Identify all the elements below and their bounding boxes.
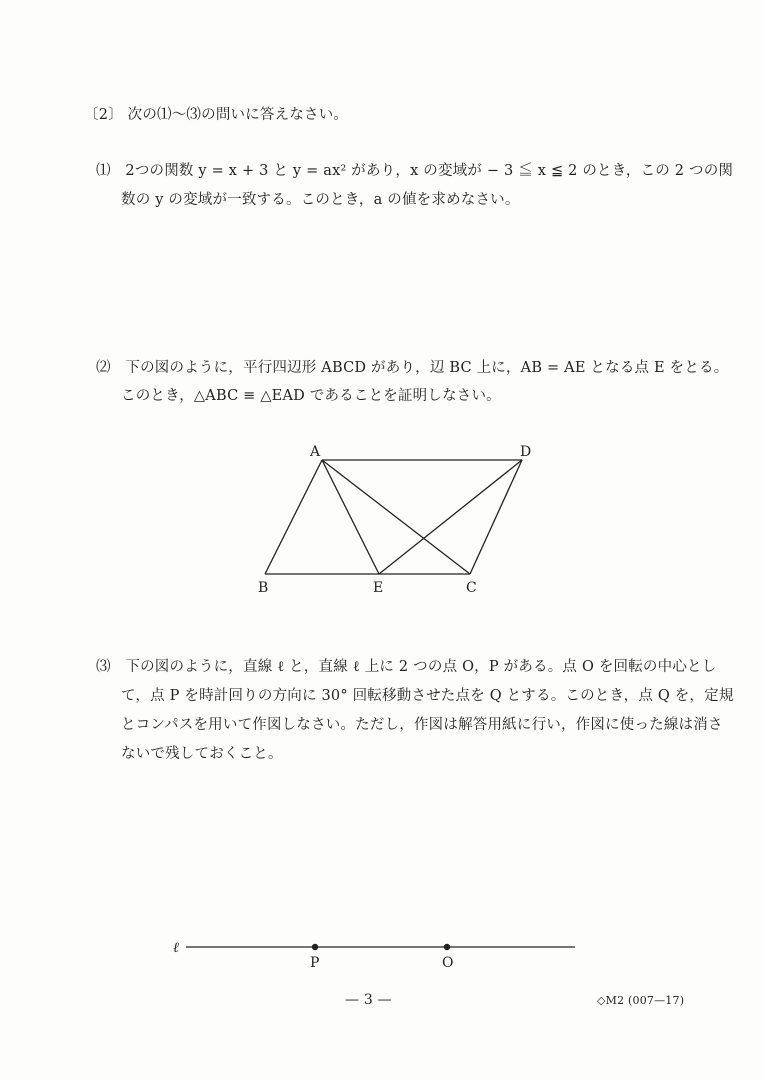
segment-dc — [470, 460, 522, 574]
question-1-line-2: 数の y の変域が一致する。このとき，a の値を求めなさい。 — [121, 192, 520, 208]
segment-ab — [265, 460, 322, 574]
question-3-line-2: て，点 P を時計回りの方向に 30° 回転移動させた点を Q とする。このとき，点 Q を，定規 — [121, 688, 734, 704]
label-line-l: ℓ — [173, 940, 179, 956]
label-d: D — [520, 444, 532, 460]
point-o-dot — [444, 944, 450, 950]
point-p-dot — [312, 944, 318, 950]
question-2-line-1: ⑵ 下の図のように，平行四辺形 ABCD があり，辺 BC 上に，AB = AE となる点 E をとる。 — [96, 360, 729, 376]
label-p: P — [310, 955, 320, 971]
segment-ae — [322, 460, 379, 574]
label-b: B — [258, 580, 269, 596]
question-3-line-1: ⑶ 下の図のように，直線 ℓ と，直線 ℓ 上に 2 つの点 O，P がある。点 O を回転の中心とし — [96, 659, 717, 675]
question-3-line-4: ないで残しておくこと。 — [121, 746, 283, 762]
question-2-line-2: このとき，△ABC ≡ △EAD であることを証明しなさい。 — [121, 388, 501, 404]
label-a: A — [310, 444, 321, 460]
page-number: — 3 — — [345, 992, 392, 1008]
question-1-line-1: ⑴ 2つの関数 y = x + 3 と y = ax² があり，x の変域が − 3 ≦ x ≦ 2 のとき，この 2 つの関 — [96, 163, 734, 179]
label-o: O — [442, 955, 454, 971]
label-c: C — [466, 580, 477, 596]
segment-ac — [322, 460, 470, 574]
label-e: E — [373, 580, 384, 596]
line-figure — [186, 944, 575, 950]
section-heading: 〔2〕 次の⑴〜⑶の問いに答えなさい。 — [84, 107, 349, 123]
parallelogram-figure — [265, 460, 522, 574]
document-code: ◇M2 (007—17) — [597, 994, 685, 1007]
question-3-line-3: とコンパスを用いて作図しなさい。ただし，作図は解答用紙に行い，作図に使った線は消さ — [121, 717, 723, 733]
segment-ed — [379, 460, 522, 574]
